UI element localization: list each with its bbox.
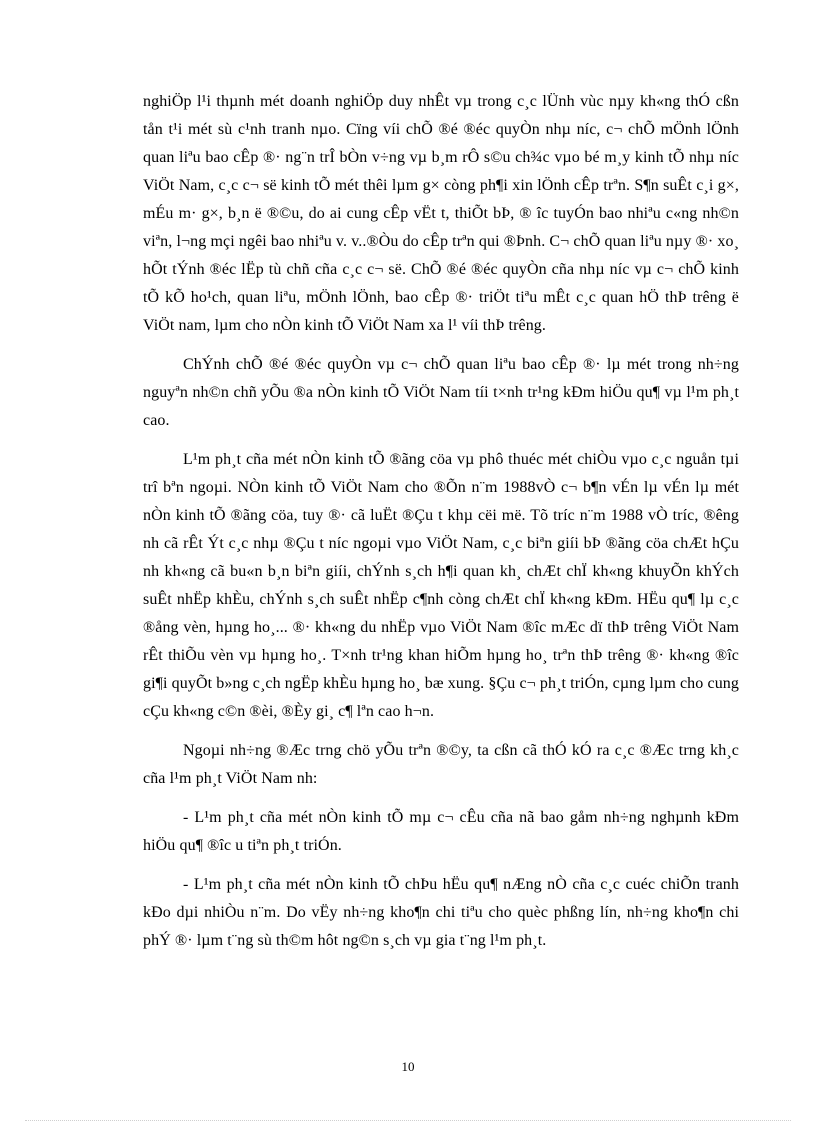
paragraph: nghiÖp l¹i thµnh mét doanh nghiÖp duy nhÊt vµ trong c¸c lÜnh vùc nµy kh«ng thÓ cßn tån t¹i mét sù c¹nh tranh nµo. Cïng víi chÕ ®é ®éc quyÒn nhµ níc, c¬ chÕ mÖnh lÖnh quan liªu bao cÊp ®· ng¨n trÎ bÒn v÷ng vµ b¸m rÔ s©u ch¾c vµo bé m¸y kinh tÕ nhµ níc ViÖt Nam, c¸c c¬ së kinh tÕ mét thêi lµm g× còng ph¶i xin lÖnh cÊp trªn. S¶n suÊt c¸i g×, mÉu m· g×, b¸n ë ®©u, do ai cung cÊp vËt t, thiÕt bÞ, ® îc tuyÓn bao nhiªu c«ng nh©n viªn, l¬ng mçi ngêi bao nhiªu v. v..®Òu do cÊp trªn qui ®Þnh. C¬ chÕ quan liªu nµy ®· xo¸ hÕt tÝnh ®éc lËp tù chñ cña c¸c c¬ së. ChÕ ®é ®éc quyÒn cña nhµ níc vµ c¬ chÕ kinh tÕ kÕ ho¹ch, quan liªu, mÖnh lÖnh, bao cÊp ®· triÖt tiªu mÊt c¸c quan hÖ thÞ trêng ë ViÖt nam, lµm cho nÒn kinh tÕ ViÖt Nam xa l¹ víi thÞ trêng.: [143, 93, 739, 334]
body-text: [143, 88, 739, 966]
paragraph: - L¹m ph¸t cña mét nÒn kinh tÕ chÞu hËu qu¶ nÆng nÒ cña c¸c cuéc chiÕn tranh kÐo dµi nhiÒu n¨m. Do vËy nh÷ng kho¶n chi tiªu cho quèc phßng lín, nh÷ng kho¶n chi phÝ ®· lµm t¨ng sù th©m hôt ng©n s¸ch vµ gia t¨ng l¹m ph¸t.: [143, 876, 739, 949]
paragraph: ChÝnh chÕ ®é ®éc quyÒn vµ c¬ chÕ quan liªu bao cÊp ®· lµ mét trong nh÷ng nguyªn nh©n chñ yÕu ®a nÒn kinh tÕ ViÖt Nam tíi t×nh tr¹ng kÐm hiÖu qu¶ vµ l¹m ph¸t cao.: [143, 356, 739, 429]
page-bottom-divider: [25, 1120, 791, 1121]
paragraph: L¹m ph¸t cña mét nÒn kinh tÕ ®ãng cöa vµ phô thuéc mét chiÒu vµo c¸c nguån tµi trî bªn ngoµi. NÒn kinh tÕ ViÖt Nam cho ®Õn n¨m 1988vÒ c¬ b¶n vÉn lµ vÉn lµ mét nÒn kinh tÕ ®ãng cöa, tuy ®· cã luËt ®Çu t khµ cëi më. Tõ tríc n¨m 1988 vÒ tríc, ®êng nh cã rÊt Ýt c¸c nhµ ®Çu t níc ngoµi vµo ViÖt Nam, c¸c biªn giíi bÞ ®ãng cöa chÆt hÇu nh kh«ng cã bu«n b¸n biªn giíi, chÝnh s¸ch h¶i quan kh¸ chÆt chÏ kh«ng khuyÕn khÝch suÊt nhËp khÈu, chÝnh s¸ch suÊt nhËp c¶nh còng chÆt chÏ kh«ng kÐm. HËu qu¶ lµ c¸c ®ång vèn, hµng ho¸... ®· kh«ng du nhËp vµo ViÖt Nam ®îc mÆc dï thÞ trêng ViÖt Nam rÊt thiÕu vèn vµ hµng ho¸. T×nh tr¹ng khan hiÕm hµng ho¸ trªn thÞ trêng ®· kh«ng ®îc gi¶i quyÕt b»ng c¸ch ngËp khÈu hµng ho¸ bæ xung. §Çu c¬ ph¸t triÓn, cµng lµm cho cung cÇu kh«ng c©n ®èi, ®Èy gi¸ c¶ lªn cao h¬n.: [143, 451, 739, 720]
paragraph: Ngoµi nh÷ng ®Æc trng chö yÕu trªn ®©y, ta cßn cã thÓ kÓ ra c¸c ®Æc trng kh¸c cña l¹m ph¸t ViÖt Nam nh:: [143, 742, 739, 787]
paragraph: - L¹m ph¸t cña mét nÒn kinh tÕ mµ c¬ cÊu cña nã bao gåm nh÷ng nghµnh kÐm hiÖu qu¶ ®îc u tiªn ph¸t triÓn.: [143, 809, 739, 854]
page-number: 10: [401, 1059, 415, 1074]
